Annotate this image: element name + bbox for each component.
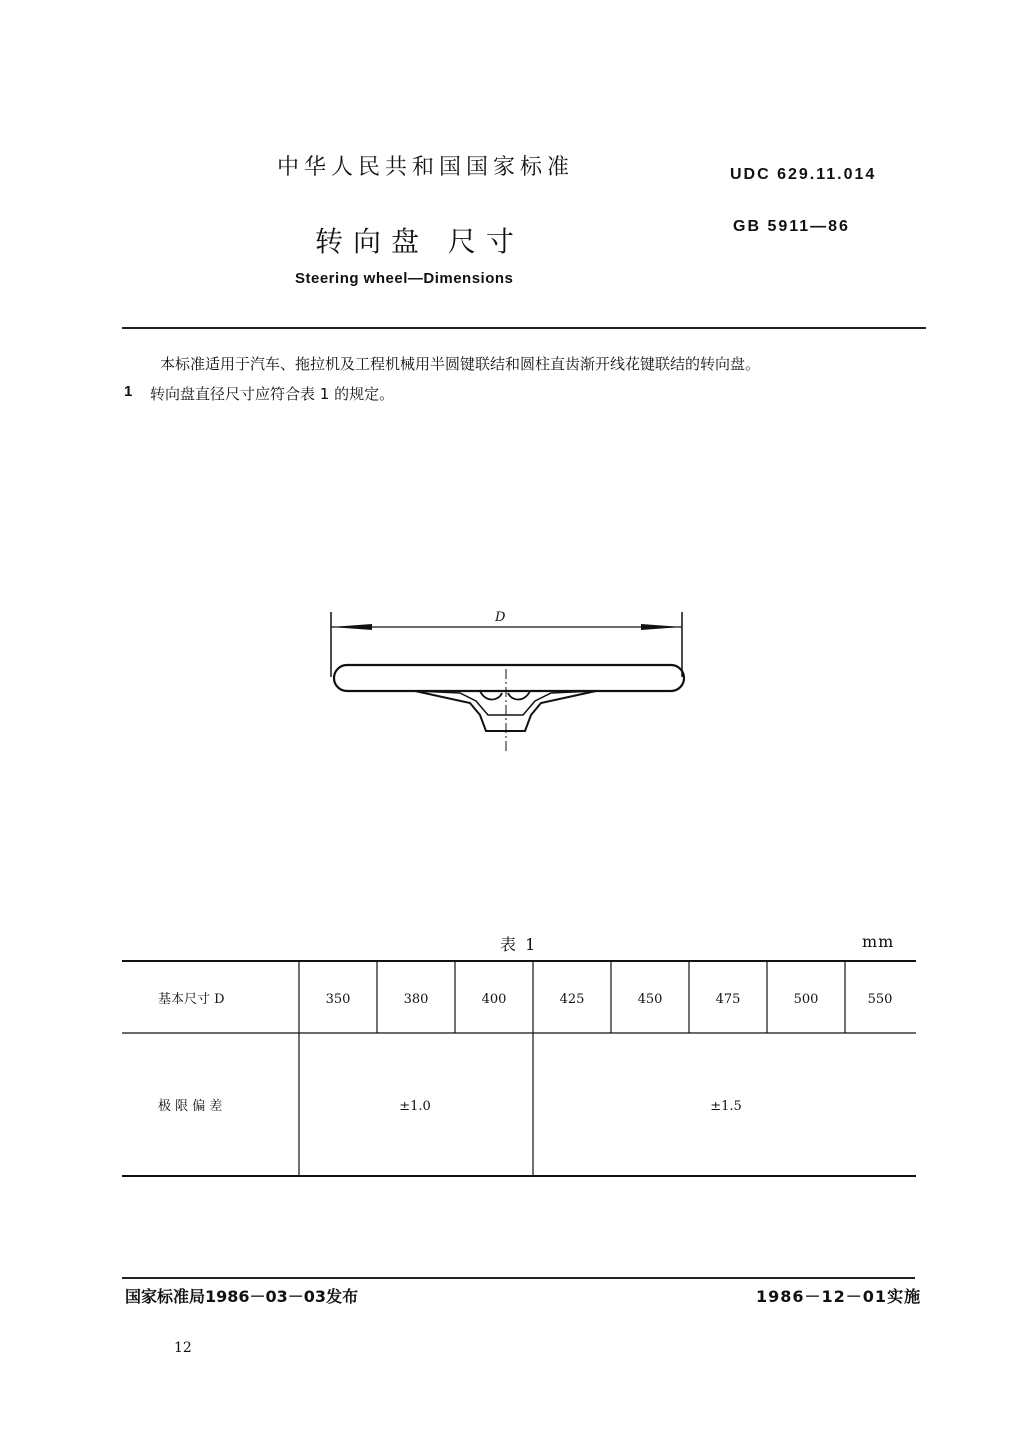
row-label-tolerance: 极 限 偏 差 xyxy=(158,1099,223,1114)
document-title: 转向盘 尺寸 xyxy=(315,225,524,258)
size-cell: 380 xyxy=(403,992,429,1007)
issue-date: 国家标准局1986－03－03发布 xyxy=(125,1287,359,1306)
dimension-label-d: D xyxy=(495,610,506,625)
table-unit: mm xyxy=(862,932,895,951)
dimensions-table xyxy=(122,960,918,1182)
steering-wheel-diagram xyxy=(320,605,700,765)
size-cell: 475 xyxy=(715,992,741,1007)
size-cell: 550 xyxy=(867,992,893,1007)
standard-code: GB 5911—86 xyxy=(733,218,850,235)
page-number: 12 xyxy=(174,1340,192,1356)
size-cell: 350 xyxy=(325,992,351,1007)
size-cell: 425 xyxy=(559,992,585,1007)
size-cell: 500 xyxy=(793,992,819,1007)
standard-type-heading: 中华人民共和国国家标准 xyxy=(277,155,575,180)
tolerance-cell-small: ±1.0 xyxy=(399,1099,431,1114)
clause-number: 1 xyxy=(124,383,133,400)
tolerance-cell-large: ±1.5 xyxy=(710,1099,742,1114)
clause-text: 转向盘直径尺寸应符合表 1 的规定。 xyxy=(150,385,395,403)
row-label-basic-size: 基本尺寸 D xyxy=(158,992,225,1007)
size-cell: 400 xyxy=(481,992,507,1007)
size-cell: 450 xyxy=(637,992,663,1007)
footer-divider xyxy=(122,1277,915,1279)
header-divider xyxy=(122,327,926,329)
english-title: Steering wheel—Dimensions xyxy=(295,270,514,287)
effective-date: 1986－12－01实施 xyxy=(756,1287,922,1306)
udc-code: UDC 629.11.014 xyxy=(730,166,877,183)
scope-paragraph: 本标准适用于汽车、拖拉机及工程机械用半圆键联结和圆柱直齿渐开线花键联结的转向盘。 xyxy=(160,355,761,373)
table-caption: 表 1 xyxy=(500,935,538,954)
